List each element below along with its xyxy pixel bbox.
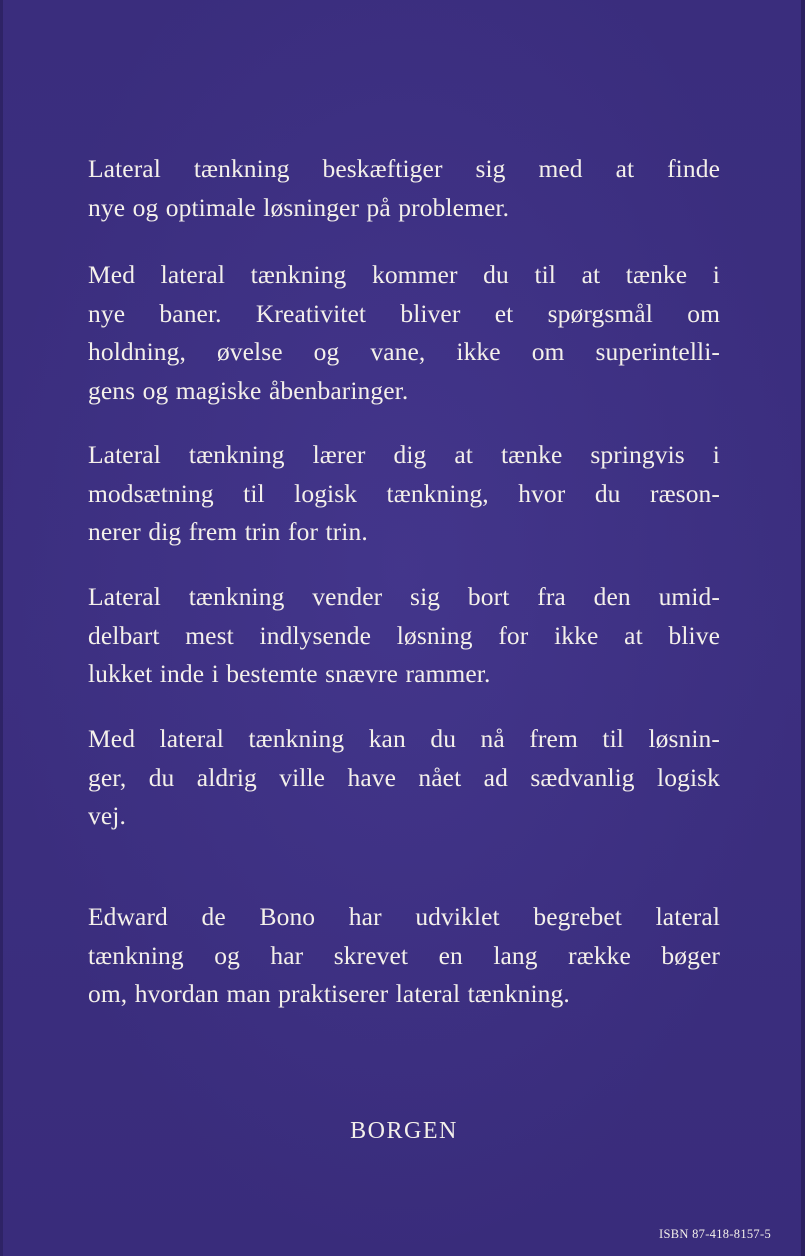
blurb-line: nerer dig frem trin for trin. [88, 517, 368, 546]
blurb-paragraph-1 [88, 150, 720, 227]
blurb-line: Lateral tænkning lærer dig at tænke springvis i [88, 440, 720, 469]
blurb-line: modsætning til logisk tænkning, hvor du ræson- [88, 478, 720, 508]
blurb-line: holdning, øvelse og vane, ikke om superintelli- [88, 337, 720, 366]
cover-left-edge [0, 0, 3, 1256]
blurb-line: Lateral tænkning vender sig bort fra den umid- [88, 582, 720, 611]
isbn-number: ISBN 87-418-8157-5 [659, 1227, 771, 1241]
blurb-line: Edward de Bono har udviklet begrebet lateral [88, 902, 720, 931]
blurb-line: tænkning og har skrevet en lang række bøger [88, 940, 720, 970]
blurb-line: Med lateral tænkning kommer du til at tænke i [88, 260, 720, 289]
blurb-line: lukket inde i bestemte snævre rammer. [88, 659, 491, 688]
blurb-line: delbart mest indlysende løsning for ikke at blive [88, 620, 720, 650]
blurb-line: gens og magiske åbenbaringer. [88, 375, 409, 405]
blurb-paragraph-3 [88, 436, 720, 552]
cover-right-edge [801, 0, 805, 1256]
blurb-line: ger, du aldrig ville have nået ad sædvanlig logisk [88, 762, 720, 792]
blurb-paragraph-4 [88, 578, 720, 694]
blurb-line: vej. [88, 801, 126, 830]
publisher-name: BORGEN [350, 1118, 458, 1144]
blurb-line: Med lateral tænkning kan du nå frem til løsnin- [88, 724, 720, 753]
author-bio-paragraph [88, 898, 720, 1014]
blurb-line: nye og optimale løsninger på problemer. [88, 192, 510, 222]
blurb-line: om, hvordan man praktiserer lateral tænkning. [88, 979, 570, 1008]
blurb-paragraph-5 [88, 720, 720, 836]
blurb-line: nye baner. Kreativitet bliver et spørgsmål om [88, 298, 720, 328]
blurb-line: Lateral tænkning beskæftiger sig med at finde [88, 154, 720, 183]
blurb-paragraph-2 [88, 256, 720, 410]
